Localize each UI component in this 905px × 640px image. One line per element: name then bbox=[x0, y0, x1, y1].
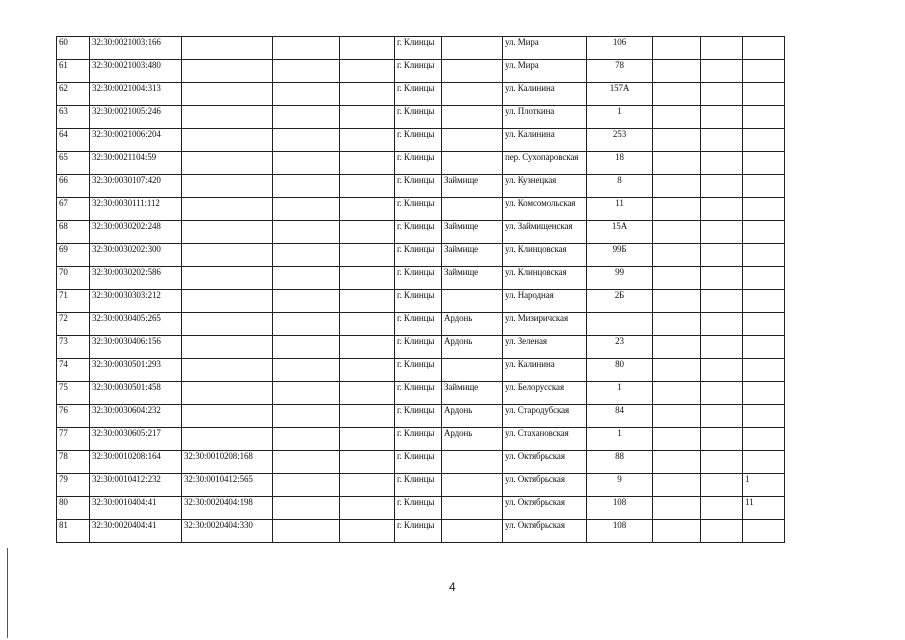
row-number-cell: 77 bbox=[57, 428, 90, 451]
city-cell: г. Клинцы bbox=[395, 267, 442, 290]
column-11-cell bbox=[701, 267, 743, 290]
column-5-cell bbox=[340, 60, 395, 83]
locality-cell bbox=[442, 198, 503, 221]
house-number-cell: 1 bbox=[587, 382, 653, 405]
column-4-cell bbox=[273, 336, 340, 359]
street-cell: ул. Плоткина bbox=[503, 106, 587, 129]
cadastral-number-cell: 32:30:0030111:112 bbox=[90, 198, 182, 221]
city-cell: г. Клинцы bbox=[395, 290, 442, 313]
column-10-cell bbox=[653, 359, 701, 382]
column-4-cell bbox=[273, 221, 340, 244]
city-cell: г. Клинцы bbox=[395, 313, 442, 336]
column-10-cell bbox=[653, 267, 701, 290]
column-10-cell bbox=[653, 244, 701, 267]
column-5-cell bbox=[340, 83, 395, 106]
row-number-cell: 66 bbox=[57, 175, 90, 198]
table-row bbox=[57, 497, 785, 520]
column-5-cell bbox=[340, 152, 395, 175]
column-5-cell bbox=[340, 428, 395, 451]
table-row bbox=[57, 474, 785, 497]
table-row bbox=[57, 428, 785, 451]
row-number-cell: 63 bbox=[57, 106, 90, 129]
house-number-cell: 8 bbox=[587, 175, 653, 198]
column-12-cell bbox=[743, 221, 785, 244]
locality-cell bbox=[442, 474, 503, 497]
table-row bbox=[57, 267, 785, 290]
city-cell: г. Клинцы bbox=[395, 428, 442, 451]
linked-cadastral-number-cell bbox=[182, 83, 273, 106]
column-12-cell bbox=[743, 267, 785, 290]
column-5-cell bbox=[340, 359, 395, 382]
table-row bbox=[57, 382, 785, 405]
column-5-cell bbox=[340, 405, 395, 428]
locality-cell bbox=[442, 106, 503, 129]
house-number-cell: 18 bbox=[587, 152, 653, 175]
table-row bbox=[57, 83, 785, 106]
column-4-cell bbox=[273, 83, 340, 106]
column-5-cell bbox=[340, 336, 395, 359]
table-row bbox=[57, 290, 785, 313]
house-number-cell: 80 bbox=[587, 359, 653, 382]
column-11-cell bbox=[701, 83, 743, 106]
column-12-cell bbox=[743, 428, 785, 451]
page-number: 4 bbox=[449, 580, 456, 594]
row-number-cell: 60 bbox=[57, 37, 90, 60]
street-cell: ул. Мизиричская bbox=[503, 313, 587, 336]
locality-cell: Ардонь bbox=[442, 428, 503, 451]
column-10-cell bbox=[653, 290, 701, 313]
column-10-cell bbox=[653, 83, 701, 106]
column-5-cell bbox=[340, 37, 395, 60]
column-10-cell bbox=[653, 129, 701, 152]
column-4-cell bbox=[273, 106, 340, 129]
cadastral-number-cell: 32:30:0030202:586 bbox=[90, 267, 182, 290]
column-11-cell bbox=[701, 474, 743, 497]
column-4-cell bbox=[273, 359, 340, 382]
locality-cell bbox=[442, 290, 503, 313]
cadastral-number-cell: 32:30:0021006:204 bbox=[90, 129, 182, 152]
row-number-cell: 76 bbox=[57, 405, 90, 428]
column-11-cell bbox=[701, 106, 743, 129]
street-cell: ул. Народная bbox=[503, 290, 587, 313]
city-cell: г. Клинцы bbox=[395, 520, 442, 543]
linked-cadastral-number-cell bbox=[182, 428, 273, 451]
row-number-cell: 62 bbox=[57, 83, 90, 106]
table-row bbox=[57, 451, 785, 474]
column-10-cell bbox=[653, 106, 701, 129]
column-10-cell bbox=[653, 428, 701, 451]
linked-cadastral-number-cell bbox=[182, 267, 273, 290]
cadastral-number-cell: 32:30:0021003:166 bbox=[90, 37, 182, 60]
locality-cell bbox=[442, 60, 503, 83]
column-4-cell bbox=[273, 198, 340, 221]
column-10-cell bbox=[653, 382, 701, 405]
column-5-cell bbox=[340, 129, 395, 152]
house-number-cell: 99 bbox=[587, 267, 653, 290]
locality-cell bbox=[442, 520, 503, 543]
cadastral-number-cell: 32:30:0021104:59 bbox=[90, 152, 182, 175]
row-number-cell: 79 bbox=[57, 474, 90, 497]
linked-cadastral-number-cell bbox=[182, 129, 273, 152]
column-5-cell bbox=[340, 221, 395, 244]
column-12-cell bbox=[743, 290, 785, 313]
street-cell: ул. Калинина bbox=[503, 129, 587, 152]
column-11-cell bbox=[701, 382, 743, 405]
house-number-cell: 99Б bbox=[587, 244, 653, 267]
house-number-cell: 253 bbox=[587, 129, 653, 152]
house-number-cell: 2Б bbox=[587, 290, 653, 313]
row-number-cell: 80 bbox=[57, 497, 90, 520]
column-4-cell bbox=[273, 267, 340, 290]
column-12-cell bbox=[743, 60, 785, 83]
linked-cadastral-number-cell bbox=[182, 175, 273, 198]
street-cell: ул. Калинина bbox=[503, 359, 587, 382]
column-4-cell bbox=[273, 405, 340, 428]
column-5-cell bbox=[340, 175, 395, 198]
column-10-cell bbox=[653, 175, 701, 198]
column-4-cell bbox=[273, 244, 340, 267]
row-number-cell: 67 bbox=[57, 198, 90, 221]
column-12-cell bbox=[743, 313, 785, 336]
column-11-cell bbox=[701, 60, 743, 83]
column-5-cell bbox=[340, 198, 395, 221]
column-5-cell bbox=[340, 382, 395, 405]
column-10-cell bbox=[653, 60, 701, 83]
house-number-cell: 15А bbox=[587, 221, 653, 244]
locality-cell: Ардонь bbox=[442, 313, 503, 336]
table-row bbox=[57, 198, 785, 221]
property-registry-table bbox=[56, 36, 785, 543]
row-number-cell: 71 bbox=[57, 290, 90, 313]
house-number-cell: 78 bbox=[587, 60, 653, 83]
column-10-cell bbox=[653, 497, 701, 520]
column-12-cell: 11 bbox=[743, 497, 785, 520]
table-row bbox=[57, 37, 785, 60]
locality-cell: Ардонь bbox=[442, 336, 503, 359]
column-11-cell bbox=[701, 37, 743, 60]
column-11-cell bbox=[701, 520, 743, 543]
locality-cell: Займище bbox=[442, 267, 503, 290]
column-4-cell bbox=[273, 520, 340, 543]
city-cell: г. Клинцы bbox=[395, 497, 442, 520]
column-12-cell bbox=[743, 244, 785, 267]
row-number-cell: 73 bbox=[57, 336, 90, 359]
linked-cadastral-number-cell: 32:30:0010208:168 bbox=[182, 451, 273, 474]
column-10-cell bbox=[653, 520, 701, 543]
locality-cell bbox=[442, 451, 503, 474]
table-row bbox=[57, 405, 785, 428]
linked-cadastral-number-cell: 32:30:0020404:330 bbox=[182, 520, 273, 543]
street-cell: ул. Займищенская bbox=[503, 221, 587, 244]
street-cell: ул. Октябрьская bbox=[503, 520, 587, 543]
column-11-cell bbox=[701, 221, 743, 244]
column-12-cell: 1 bbox=[743, 474, 785, 497]
column-5-cell bbox=[340, 290, 395, 313]
column-4-cell bbox=[273, 175, 340, 198]
cadastral-number-cell: 32:30:0010412:232 bbox=[90, 474, 182, 497]
cadastral-number-cell: 32:30:0030202:300 bbox=[90, 244, 182, 267]
house-number-cell: 88 bbox=[587, 451, 653, 474]
column-4-cell bbox=[273, 451, 340, 474]
cadastral-number-cell: 32:30:0030202:248 bbox=[90, 221, 182, 244]
cadastral-number-cell: 32:30:0010208:164 bbox=[90, 451, 182, 474]
house-number-cell: 106 bbox=[587, 37, 653, 60]
table-row bbox=[57, 129, 785, 152]
column-12-cell bbox=[743, 37, 785, 60]
locality-cell: Займище bbox=[442, 175, 503, 198]
column-5-cell bbox=[340, 244, 395, 267]
city-cell: г. Клинцы bbox=[395, 474, 442, 497]
linked-cadastral-number-cell: 32:30:0010412:565 bbox=[182, 474, 273, 497]
cadastral-number-cell: 32:30:0021004:313 bbox=[90, 83, 182, 106]
linked-cadastral-number-cell bbox=[182, 382, 273, 405]
column-4-cell bbox=[273, 37, 340, 60]
row-number-cell: 70 bbox=[57, 267, 90, 290]
linked-cadastral-number-cell bbox=[182, 290, 273, 313]
table-row bbox=[57, 244, 785, 267]
city-cell: г. Клинцы bbox=[395, 382, 442, 405]
city-cell: г. Клинцы bbox=[395, 405, 442, 428]
street-cell: ул. Клинцовская bbox=[503, 244, 587, 267]
house-number-cell: 108 bbox=[587, 520, 653, 543]
column-10-cell bbox=[653, 405, 701, 428]
street-cell: ул. Мира bbox=[503, 60, 587, 83]
column-11-cell bbox=[701, 175, 743, 198]
city-cell: г. Клинцы bbox=[395, 106, 442, 129]
house-number-cell: 1 bbox=[587, 106, 653, 129]
locality-cell bbox=[442, 152, 503, 175]
street-cell: ул. Клинцовская bbox=[503, 267, 587, 290]
cadastral-number-cell: 32:30:0030604:232 bbox=[90, 405, 182, 428]
column-12-cell bbox=[743, 129, 785, 152]
column-4-cell bbox=[273, 152, 340, 175]
row-number-cell: 81 bbox=[57, 520, 90, 543]
row-number-cell: 68 bbox=[57, 221, 90, 244]
column-11-cell bbox=[701, 451, 743, 474]
linked-cadastral-number-cell bbox=[182, 37, 273, 60]
column-11-cell bbox=[701, 152, 743, 175]
row-number-cell: 61 bbox=[57, 60, 90, 83]
column-5-cell bbox=[340, 106, 395, 129]
locality-cell bbox=[442, 83, 503, 106]
row-number-cell: 74 bbox=[57, 359, 90, 382]
city-cell: г. Клинцы bbox=[395, 129, 442, 152]
column-12-cell bbox=[743, 359, 785, 382]
cadastral-number-cell: 32:30:0030303:212 bbox=[90, 290, 182, 313]
column-11-cell bbox=[701, 313, 743, 336]
locality-cell: Займище bbox=[442, 244, 503, 267]
table-row bbox=[57, 106, 785, 129]
linked-cadastral-number-cell bbox=[182, 152, 273, 175]
scan-edge-line bbox=[7, 548, 8, 638]
column-10-cell bbox=[653, 152, 701, 175]
city-cell: г. Клинцы bbox=[395, 221, 442, 244]
column-10-cell bbox=[653, 37, 701, 60]
column-5-cell bbox=[340, 497, 395, 520]
house-number-cell: 23 bbox=[587, 336, 653, 359]
column-4-cell bbox=[273, 290, 340, 313]
column-4-cell bbox=[273, 474, 340, 497]
house-number-cell: 84 bbox=[587, 405, 653, 428]
table-row bbox=[57, 175, 785, 198]
column-12-cell bbox=[743, 382, 785, 405]
row-number-cell: 75 bbox=[57, 382, 90, 405]
cadastral-number-cell: 32:30:0021005:246 bbox=[90, 106, 182, 129]
city-cell: г. Клинцы bbox=[395, 336, 442, 359]
column-11-cell bbox=[701, 198, 743, 221]
locality-cell bbox=[442, 129, 503, 152]
table-row bbox=[57, 60, 785, 83]
cadastral-number-cell: 32:30:0021003:480 bbox=[90, 60, 182, 83]
row-number-cell: 65 bbox=[57, 152, 90, 175]
column-12-cell bbox=[743, 175, 785, 198]
street-cell: ул. Белорусская bbox=[503, 382, 587, 405]
city-cell: г. Клинцы bbox=[395, 198, 442, 221]
column-5-cell bbox=[340, 474, 395, 497]
column-4-cell bbox=[273, 382, 340, 405]
column-4-cell bbox=[273, 497, 340, 520]
table-row bbox=[57, 336, 785, 359]
column-12-cell bbox=[743, 520, 785, 543]
row-number-cell: 72 bbox=[57, 313, 90, 336]
house-number-cell: 1 bbox=[587, 428, 653, 451]
column-4-cell bbox=[273, 428, 340, 451]
house-number-cell: 108 bbox=[587, 497, 653, 520]
locality-cell: Займище bbox=[442, 382, 503, 405]
column-12-cell bbox=[743, 451, 785, 474]
linked-cadastral-number-cell bbox=[182, 60, 273, 83]
column-5-cell bbox=[340, 520, 395, 543]
city-cell: г. Клинцы bbox=[395, 83, 442, 106]
linked-cadastral-number-cell bbox=[182, 244, 273, 267]
linked-cadastral-number-cell bbox=[182, 221, 273, 244]
linked-cadastral-number-cell bbox=[182, 336, 273, 359]
street-cell: ул. Мира bbox=[503, 37, 587, 60]
column-4-cell bbox=[273, 129, 340, 152]
cadastral-number-cell: 32:30:0030107:420 bbox=[90, 175, 182, 198]
linked-cadastral-number-cell bbox=[182, 198, 273, 221]
column-10-cell bbox=[653, 336, 701, 359]
street-cell: ул. Стародубская bbox=[503, 405, 587, 428]
house-number-cell bbox=[587, 313, 653, 336]
locality-cell bbox=[442, 359, 503, 382]
house-number-cell: 157А bbox=[587, 83, 653, 106]
column-5-cell bbox=[340, 267, 395, 290]
row-number-cell: 69 bbox=[57, 244, 90, 267]
column-12-cell bbox=[743, 405, 785, 428]
column-5-cell bbox=[340, 451, 395, 474]
street-cell: ул. Октябрьская bbox=[503, 497, 587, 520]
street-cell: ул. Стахановская bbox=[503, 428, 587, 451]
row-number-cell: 64 bbox=[57, 129, 90, 152]
column-11-cell bbox=[701, 290, 743, 313]
row-number-cell: 78 bbox=[57, 451, 90, 474]
linked-cadastral-number-cell bbox=[182, 106, 273, 129]
column-10-cell bbox=[653, 474, 701, 497]
linked-cadastral-number-cell bbox=[182, 405, 273, 428]
street-cell: ул. Комсомольская bbox=[503, 198, 587, 221]
locality-cell bbox=[442, 497, 503, 520]
house-number-cell: 9 bbox=[587, 474, 653, 497]
locality-cell: Займище bbox=[442, 221, 503, 244]
column-11-cell bbox=[701, 129, 743, 152]
city-cell: г. Клинцы bbox=[395, 60, 442, 83]
column-4-cell bbox=[273, 60, 340, 83]
column-5-cell bbox=[340, 313, 395, 336]
cadastral-number-cell: 32:30:0030405:265 bbox=[90, 313, 182, 336]
column-10-cell bbox=[653, 198, 701, 221]
column-12-cell bbox=[743, 152, 785, 175]
cadastral-number-cell: 32:30:0020404:41 bbox=[90, 520, 182, 543]
column-11-cell bbox=[701, 336, 743, 359]
cadastral-number-cell: 32:30:0030605:217 bbox=[90, 428, 182, 451]
cadastral-number-cell: 32:30:0010404:41 bbox=[90, 497, 182, 520]
cadastral-number-cell: 32:30:0030501:293 bbox=[90, 359, 182, 382]
locality-cell: Ардонь bbox=[442, 405, 503, 428]
street-cell: ул. Октябрьская bbox=[503, 474, 587, 497]
cadastral-number-cell: 32:30:0030501:458 bbox=[90, 382, 182, 405]
column-10-cell bbox=[653, 221, 701, 244]
table-body bbox=[57, 37, 785, 543]
city-cell: г. Клинцы bbox=[395, 359, 442, 382]
city-cell: г. Клинцы bbox=[395, 175, 442, 198]
column-12-cell bbox=[743, 83, 785, 106]
cadastral-number-cell: 32:30:0030406:156 bbox=[90, 336, 182, 359]
locality-cell bbox=[442, 37, 503, 60]
street-cell: ул. Зеленая bbox=[503, 336, 587, 359]
street-cell: ул. Октябрьская bbox=[503, 451, 587, 474]
linked-cadastral-number-cell bbox=[182, 313, 273, 336]
street-cell: пер. Сухопаровская bbox=[503, 152, 587, 175]
column-12-cell bbox=[743, 198, 785, 221]
column-11-cell bbox=[701, 497, 743, 520]
column-11-cell bbox=[701, 359, 743, 382]
table-row bbox=[57, 520, 785, 543]
street-cell: ул. Кузнецкая bbox=[503, 175, 587, 198]
street-cell: ул. Калинина bbox=[503, 83, 587, 106]
table-row bbox=[57, 152, 785, 175]
city-cell: г. Клинцы bbox=[395, 37, 442, 60]
column-11-cell bbox=[701, 428, 743, 451]
city-cell: г. Клинцы bbox=[395, 244, 442, 267]
table-row bbox=[57, 359, 785, 382]
column-10-cell bbox=[653, 313, 701, 336]
column-12-cell bbox=[743, 336, 785, 359]
column-11-cell bbox=[701, 244, 743, 267]
column-12-cell bbox=[743, 106, 785, 129]
table-row bbox=[57, 313, 785, 336]
column-10-cell bbox=[653, 451, 701, 474]
linked-cadastral-number-cell bbox=[182, 359, 273, 382]
city-cell: г. Клинцы bbox=[395, 152, 442, 175]
linked-cadastral-number-cell: 32:30:0020404:198 bbox=[182, 497, 273, 520]
city-cell: г. Клинцы bbox=[395, 451, 442, 474]
house-number-cell: 11 bbox=[587, 198, 653, 221]
column-11-cell bbox=[701, 405, 743, 428]
table-row bbox=[57, 221, 785, 244]
column-4-cell bbox=[273, 313, 340, 336]
